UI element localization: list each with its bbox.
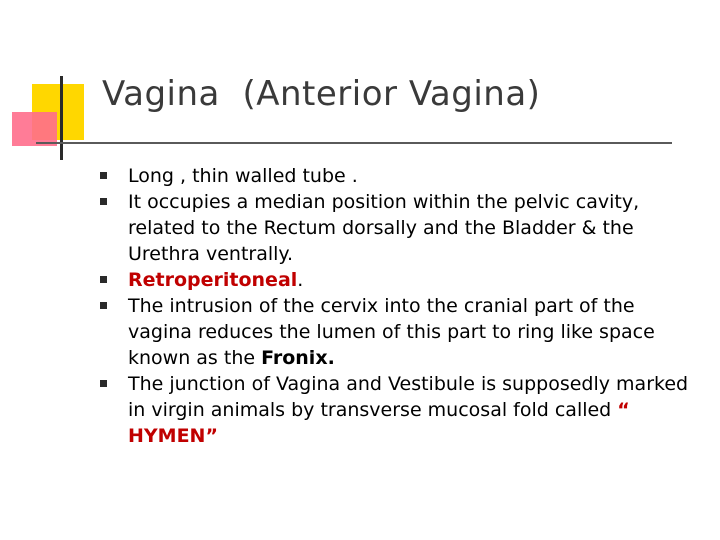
bullet-item-4 xyxy=(100,293,700,371)
bullet-item-2 xyxy=(100,189,700,267)
bullet-text: It occupies a median position within the pelvic cavity, related to the Rectum dorsally and the Bladder & the Urethra ventrally. xyxy=(128,191,640,265)
slide-title: Vagina (Anterior Vagina) xyxy=(102,74,541,114)
square-bullet-icon xyxy=(100,302,107,309)
bullet-text: The junction of Vagina and Vestibule is supposedly marked in virgin animals by transverse mucosal fold called xyxy=(128,373,689,421)
square-bullet-icon xyxy=(100,380,107,387)
bullet-text: Long , thin walled tube . xyxy=(128,165,358,187)
bullet-item-1 xyxy=(100,163,700,189)
decorative-pink-rectangle xyxy=(12,112,57,146)
square-bullet-icon xyxy=(100,198,107,205)
highlight-term: Retroperitoneal xyxy=(128,269,298,291)
square-bullet-icon xyxy=(100,172,107,179)
bullet-item-5 xyxy=(100,371,700,449)
bullet-item-3 xyxy=(100,267,700,293)
square-bullet-icon xyxy=(100,276,107,283)
bullet-text-suffix: . xyxy=(297,269,304,291)
bullet-text: The intrusion of the cervix into the cranial part of the vagina reduces the lumen of this part to ring like space known as the xyxy=(128,295,655,369)
bold-term: Fronix. xyxy=(261,347,335,369)
bullet-list xyxy=(100,163,700,449)
highlight-term: “ HYMEN” xyxy=(128,399,630,447)
decorative-vertical-line xyxy=(60,76,63,160)
title-underline xyxy=(36,142,672,144)
